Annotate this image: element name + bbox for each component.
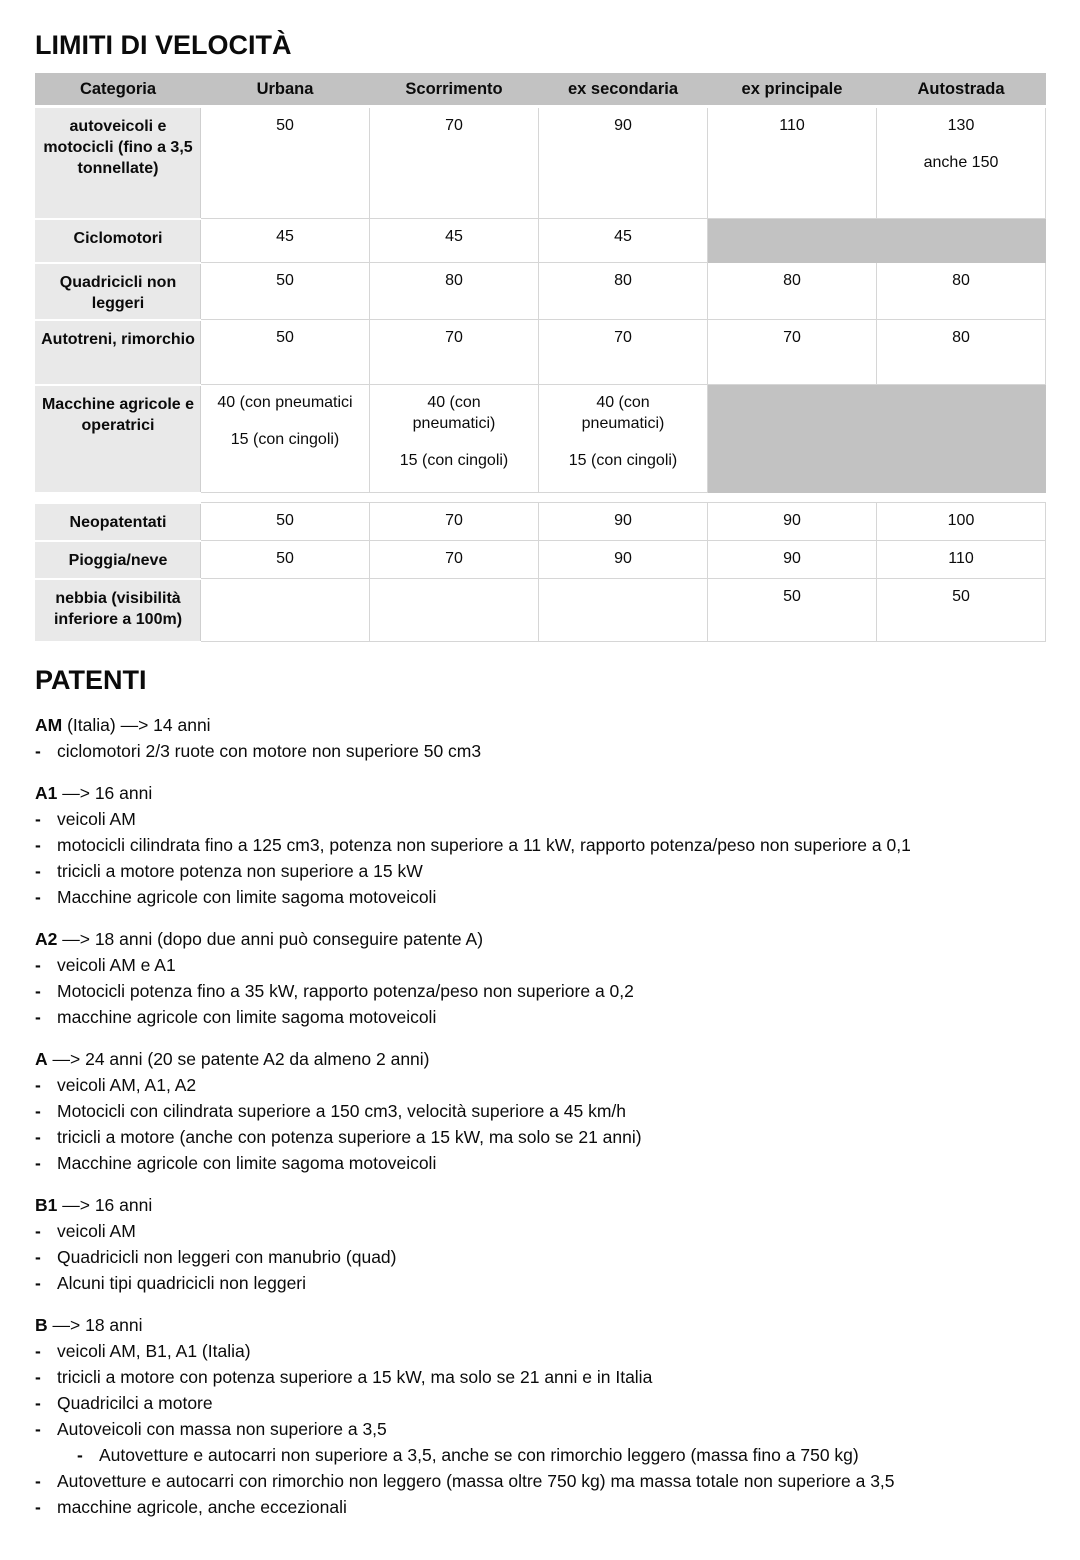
value-cell	[708, 263, 877, 320]
speed-limits-table-continued	[35, 502, 1046, 643]
value-text: 100	[947, 512, 975, 529]
license-item-text: veicoli AM	[57, 1220, 136, 1241]
value-text: 90	[783, 512, 801, 529]
value-cell	[201, 107, 370, 219]
value-cell	[877, 579, 1046, 642]
license-section-b	[35, 1312, 1045, 1520]
value-cell	[201, 320, 370, 385]
license-item	[35, 1468, 1045, 1494]
license-item	[35, 1098, 1045, 1124]
license-item	[35, 832, 1045, 858]
value-text: 15 (con cingoli)	[230, 431, 340, 448]
license-section-am	[35, 712, 1045, 764]
table-row	[36, 503, 1046, 541]
license-item	[35, 1416, 1045, 1442]
license-item	[35, 1364, 1045, 1390]
bullet-dash: -	[35, 1100, 41, 1121]
license-item	[35, 1338, 1045, 1364]
license-item	[35, 978, 1045, 1004]
license-item-text: Quadricilci a motore	[57, 1392, 213, 1413]
table-row	[36, 107, 1046, 219]
value-cell	[201, 503, 370, 541]
bullet-dash: -	[35, 1152, 41, 1173]
value-text: 50	[783, 588, 801, 605]
value-cell	[877, 263, 1046, 320]
license-item	[35, 1270, 1045, 1296]
license-item-text: Macchine agricole con limite sagoma motoveicoli	[57, 1152, 437, 1173]
column-header: Categoria	[36, 74, 201, 107]
value-cell	[370, 263, 539, 320]
value-text: 80	[783, 272, 801, 289]
not-applicable-cell	[708, 219, 1046, 263]
table-header-row	[36, 74, 1046, 107]
license-item	[35, 1004, 1045, 1030]
value-cell	[539, 579, 708, 642]
bullet-dash: -	[35, 1074, 41, 1095]
table-row	[36, 219, 1046, 263]
category-cell: Quadricicli non leggeri	[36, 263, 201, 320]
value-text: 70	[445, 329, 463, 346]
table-row	[36, 320, 1046, 385]
license-item-text: motocicli cilindrata fino a 125 cm3, potenza non superiore a 11 kW, rapporto potenza/peso non superiore a 0,1	[57, 834, 911, 855]
bullet-dash: -	[35, 834, 41, 855]
license-heading: AM (Italia) —> 14 anni	[35, 714, 211, 735]
value-text: 50	[952, 588, 970, 605]
table-row	[36, 541, 1046, 579]
license-item	[35, 1494, 1045, 1520]
license-item	[35, 1072, 1045, 1098]
license-item-text: veicoli AM e A1	[57, 954, 176, 975]
value-text: 50	[276, 550, 294, 567]
value-cell	[877, 320, 1046, 385]
value-text: 70	[445, 117, 463, 134]
value-cell	[370, 541, 539, 579]
value-cell	[877, 107, 1046, 219]
bullet-dash: -	[35, 1366, 41, 1387]
bullet-dash: -	[35, 1246, 41, 1267]
license-item-text: tricicli a motore (anche con potenza superiore a 15 kW, ma solo se 21 anni)	[57, 1126, 642, 1147]
license-heading: A —> 24 anni (20 se patente A2 da almeno 2 anni)	[35, 1048, 430, 1069]
value-text: 15 (con cingoli)	[399, 452, 509, 469]
license-code: A	[35, 1048, 48, 1069]
category-cell: autoveicoli e motocicli (fino a 3,5 tonnellate)	[36, 107, 201, 219]
license-item-text: Autovetture e autocarri con rimorchio non leggero (massa oltre 750 kg) ma massa totale non superiore a 3,5	[57, 1470, 895, 1491]
category-cell: Macchine agricole e operatrici	[36, 385, 201, 493]
bullet-dash: -	[35, 808, 41, 829]
value-cell	[539, 541, 708, 579]
bullet-dash: -	[35, 740, 41, 761]
value-text: 15 (con cingoli)	[568, 452, 678, 469]
value-cell	[539, 263, 708, 320]
value-text: 70	[614, 329, 632, 346]
value-text: 90	[614, 550, 632, 567]
license-item-text: Autoveicoli con massa non superiore a 3,5	[57, 1418, 387, 1439]
value-cell	[539, 385, 708, 493]
bullet-dash: -	[35, 1220, 41, 1241]
bullet-dash: -	[77, 1444, 83, 1465]
value-text: 40 (con pneumatici)	[581, 394, 665, 432]
bullet-dash: -	[35, 954, 41, 975]
value-text: 50	[276, 329, 294, 346]
value-cell	[201, 263, 370, 320]
category-cell: Autotreni, rimorchio	[36, 320, 201, 385]
license-section-a2	[35, 926, 1045, 1030]
value-text: 70	[445, 512, 463, 529]
value-cell	[370, 107, 539, 219]
value-cell	[370, 385, 539, 493]
table-row	[36, 385, 1046, 493]
license-item-text: Motocicli con cilindrata superiore a 150 cm3, velocità superiore a 45 km/h	[57, 1100, 627, 1121]
license-item-text: macchine agricole con limite sagoma motoveicoli	[57, 1006, 437, 1027]
license-section-a	[35, 1046, 1045, 1176]
column-header: Autostrada	[877, 74, 1046, 107]
license-heading: B —> 18 anni	[35, 1314, 143, 1335]
license-item	[35, 1218, 1045, 1244]
license-item	[35, 1124, 1045, 1150]
value-text: 45	[445, 228, 463, 245]
value-text: 90	[783, 550, 801, 567]
value-text: 50	[276, 512, 294, 529]
licenses-title: PATENTI	[35, 664, 147, 695]
bullet-dash: -	[35, 860, 41, 881]
value-text: 45	[276, 228, 294, 245]
column-header: Urbana	[201, 74, 370, 107]
bullet-dash: -	[35, 886, 41, 907]
category-cell: Pioggia/neve	[36, 541, 201, 579]
license-sections	[35, 712, 1045, 1520]
license-item-text: Alcuni tipi quadricicli non leggeri	[57, 1272, 307, 1293]
value-text: 110	[779, 117, 805, 134]
license-item-text: Autovetture e autocarri non superiore a 3,5, anche se con rimorchio leggero (massa fino a 750 kg)	[99, 1444, 859, 1465]
bullet-dash: -	[35, 1126, 41, 1147]
license-item-text: macchine agricole, anche eccezionali	[57, 1496, 347, 1517]
value-cell	[539, 503, 708, 541]
value-text: 110	[948, 550, 974, 567]
value-cell	[370, 503, 539, 541]
bullet-dash: -	[35, 1340, 41, 1361]
license-code: A1	[35, 782, 58, 803]
bullet-dash: -	[35, 1392, 41, 1413]
value-cell	[201, 579, 370, 642]
license-section-b1	[35, 1192, 1045, 1296]
value-cell	[539, 107, 708, 219]
column-header: ex secondaria	[539, 74, 708, 107]
value-text: 50	[276, 117, 294, 134]
value-text: 70	[445, 550, 463, 567]
table-row	[36, 579, 1046, 642]
value-cell	[201, 541, 370, 579]
value-text: 40 (con pneumatici	[217, 394, 353, 411]
category-cell: Ciclomotori	[36, 219, 201, 263]
not-applicable-cell	[708, 385, 1046, 493]
bullet-dash: -	[35, 1496, 41, 1517]
value-text: 130	[947, 117, 975, 134]
category-cell: Neopatentati	[36, 503, 201, 541]
value-cell	[370, 579, 539, 642]
license-heading: A1 —> 16 anni	[35, 782, 153, 803]
value-cell	[539, 320, 708, 385]
value-cell	[370, 320, 539, 385]
value-cell	[877, 503, 1046, 541]
value-text: 70	[783, 329, 801, 346]
value-cell	[877, 541, 1046, 579]
value-text: 80	[952, 272, 970, 289]
value-text: 90	[614, 117, 632, 134]
bullet-dash: -	[35, 1418, 41, 1439]
license-item-text: tricicli a motore potenza non superiore a 15 kW	[57, 860, 423, 881]
bullet-dash: -	[35, 1006, 41, 1027]
value-cell	[370, 219, 539, 263]
license-item	[35, 1150, 1045, 1176]
value-cell	[201, 219, 370, 263]
value-cell	[708, 579, 877, 642]
license-item-text: Macchine agricole con limite sagoma motoveicoli	[57, 886, 437, 907]
bullet-dash: -	[35, 1470, 41, 1491]
license-item	[35, 952, 1045, 978]
license-item-text: veicoli AM	[57, 808, 136, 829]
license-item-text: veicoli AM, B1, A1 (Italia)	[57, 1340, 251, 1361]
license-section-a1	[35, 780, 1045, 910]
value-text: 90	[614, 512, 632, 529]
value-text: 80	[952, 329, 970, 346]
license-item	[35, 1390, 1045, 1416]
value-text: anche 150	[923, 154, 999, 171]
license-item-text: tricicli a motore con potenza superiore a 15 kW, ma solo se 21 anni e in Italia	[57, 1366, 653, 1387]
license-item	[35, 738, 1045, 764]
value-text: 50	[276, 272, 294, 289]
speed-limits-table	[35, 73, 1046, 494]
value-cell	[708, 541, 877, 579]
license-item	[35, 806, 1045, 832]
value-text: 40 (con pneumatici)	[412, 394, 496, 432]
speed-limits-title: LIMITI DI VELOCITÀ	[35, 30, 292, 60]
license-item	[35, 858, 1045, 884]
license-code: AM	[35, 714, 63, 735]
column-header: Scorrimento	[370, 74, 539, 107]
license-code: B1	[35, 1194, 58, 1215]
category-cell: nebbia (visibilità inferiore a 100m)	[36, 579, 201, 642]
value-cell	[539, 219, 708, 263]
bullet-dash: -	[35, 980, 41, 1001]
license-item	[77, 1442, 1045, 1468]
value-text: 45	[614, 228, 632, 245]
value-text: 80	[614, 272, 632, 289]
value-cell	[708, 503, 877, 541]
table-row	[36, 263, 1046, 320]
bullet-dash: -	[35, 1272, 41, 1293]
license-item-text: ciclomotori 2/3 ruote con motore non superiore 50 cm3	[57, 740, 482, 761]
license-heading: A2 —> 18 anni (dopo due anni può conseguire patente A)	[35, 928, 484, 949]
value-cell	[708, 320, 877, 385]
license-item	[35, 884, 1045, 910]
value-text: 80	[445, 272, 463, 289]
license-item	[35, 1244, 1045, 1270]
license-code: B	[35, 1314, 48, 1335]
value-cell	[708, 107, 877, 219]
license-item-text: Motocicli potenza fino a 35 kW, rapporto potenza/peso non superiore a 0,2	[57, 980, 634, 1001]
license-item-text: veicoli AM, A1, A2	[57, 1074, 197, 1095]
value-cell	[201, 385, 370, 493]
license-code: A2	[35, 928, 58, 949]
license-item-text: Quadricicli non leggeri con manubrio (quad)	[57, 1246, 397, 1267]
license-heading: B1 —> 16 anni	[35, 1194, 153, 1215]
column-header: ex principale	[708, 74, 877, 107]
